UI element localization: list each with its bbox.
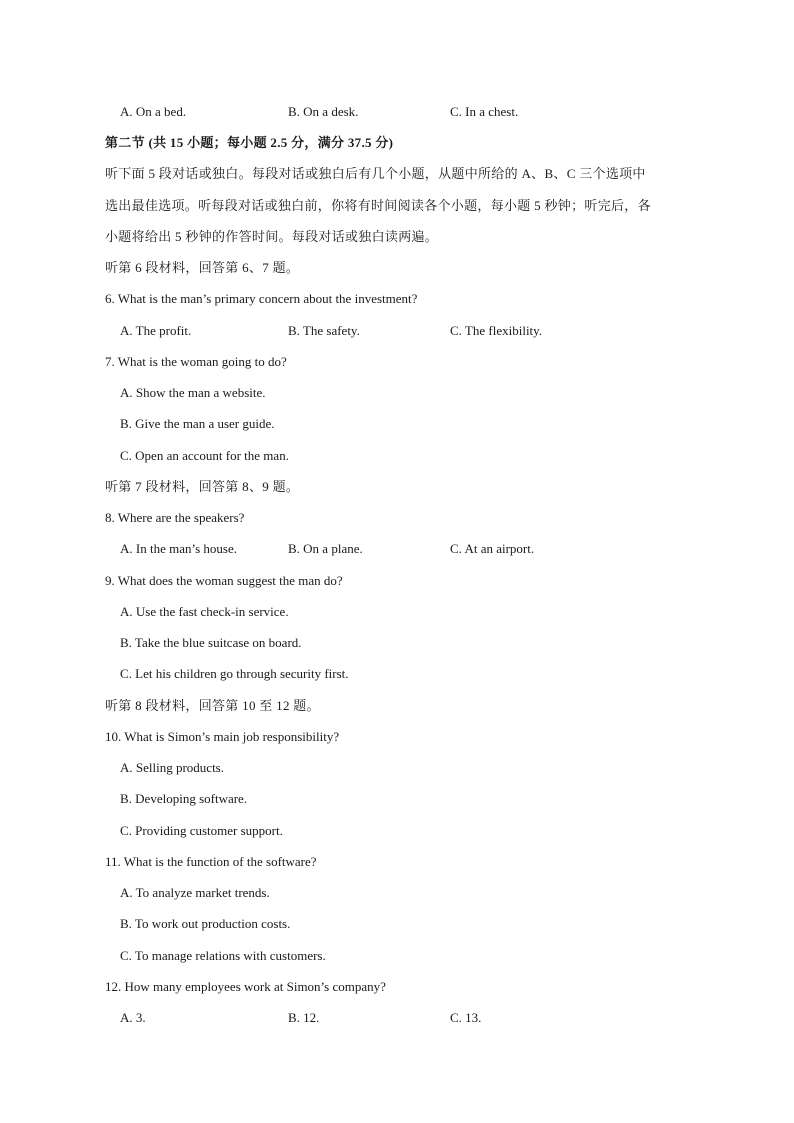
q10-stem: 10. What is Simon’s main job responsibility?	[105, 729, 340, 744]
passage8-header: 听第 8 段材料，回答第 10 至 12 题。	[105, 698, 320, 713]
q7-stem-row	[0, 352, 794, 372]
instructions-line-3	[0, 227, 794, 247]
instructions-text-2: 选出最佳选项。听每段对话或独白前，你将有时间阅读各个小题，每小题 5 秒钟；听完后，各	[105, 198, 651, 213]
q10-option-b: B. Developing software.	[120, 791, 248, 806]
q10-stem-row	[0, 727, 794, 747]
q5-option-b: B. On a desk.	[288, 104, 359, 119]
q6-stem: 6. What is the man’s primary concern about the investment?	[105, 291, 418, 306]
q10-option-a-row	[0, 758, 794, 778]
q9-option-b-row	[0, 633, 794, 653]
q12-stem: 12. How many employees work at Simon’s company?	[105, 979, 386, 994]
q9-stem: 9. What does the woman suggest the man do?	[105, 573, 343, 588]
q12-option-a: A. 3.	[120, 1010, 146, 1025]
q11-option-a-row	[0, 883, 794, 903]
q11-option-b: B. To work out production costs.	[120, 916, 291, 931]
q6-option-c: C. The flexibility.	[450, 323, 543, 338]
q10-option-c-row	[0, 821, 794, 841]
q7-option-c: C. Open an account for the man.	[120, 448, 289, 463]
q9-option-a: A. Use the fast check-in service.	[120, 604, 289, 619]
q9-option-c-row	[0, 664, 794, 684]
q12-stem-row	[0, 977, 794, 997]
q7-option-c-row	[0, 446, 794, 466]
q10-option-b-row	[0, 789, 794, 809]
q11-option-c: C. To manage relations with customers.	[120, 948, 326, 963]
q7-option-b: B. Give the man a user guide.	[120, 416, 275, 431]
q5-option-c: C. In a chest.	[450, 104, 519, 119]
q12-option-b: B. 12.	[288, 1010, 320, 1025]
q8-options-row	[0, 539, 794, 559]
passage7-header: 听第 7 段材料，回答第 8、9 题。	[105, 479, 300, 494]
q6-options-row	[0, 321, 794, 341]
q8-stem-row	[0, 508, 794, 528]
q11-stem-row	[0, 852, 794, 872]
section-title: 第二节 (共 15 小题；每小题 2.5 分，满分 37.5 分)	[105, 135, 394, 150]
q10-option-a: A. Selling products.	[120, 760, 224, 775]
instructions-text-1: 听下面 5 段对话或独白。每段对话或独白后有几个小题，从题中所给的 A、B、C 三个选项中	[105, 166, 646, 181]
passage8-header-row	[0, 696, 794, 716]
q12-options-row	[0, 1008, 794, 1028]
q6-stem-row	[0, 289, 794, 309]
q11-stem: 11. What is the function of the software?	[105, 854, 317, 869]
q5-option-a: A. On a bed.	[120, 104, 187, 119]
q5-options-row	[0, 102, 794, 122]
q7-option-a-row	[0, 383, 794, 403]
q8-option-b: B. On a plane.	[288, 541, 363, 556]
passage7-header-row	[0, 477, 794, 497]
q9-option-a-row	[0, 602, 794, 622]
q11-option-b-row	[0, 914, 794, 934]
q9-option-c: C. Let his children go through security first.	[120, 666, 349, 681]
q11-option-a: A. To analyze market trends.	[120, 885, 270, 900]
q6-option-b: B. The safety.	[288, 323, 360, 338]
q10-option-c: C. Providing customer support.	[120, 823, 283, 838]
section-title-row	[0, 133, 794, 153]
q8-stem: 8. Where are the speakers?	[105, 510, 245, 525]
q7-option-a: A. Show the man a website.	[120, 385, 266, 400]
q12-option-c: C. 13.	[450, 1010, 482, 1025]
passage6-header-row	[0, 258, 794, 278]
q9-stem-row	[0, 571, 794, 591]
q9-option-b: B. Take the blue suitcase on board.	[120, 635, 302, 650]
instructions-text-3: 小题将给出 5 秒钟的作答时间。每段对话或独白读两遍。	[105, 229, 439, 244]
passage6-header: 听第 6 段材料，回答第 6、7 题。	[105, 260, 300, 275]
q8-option-a: A. In the man’s house.	[120, 541, 237, 556]
q11-option-c-row	[0, 946, 794, 966]
q7-option-b-row	[0, 414, 794, 434]
q8-option-c: C. At an airport.	[450, 541, 535, 556]
instructions-line-1	[0, 164, 794, 184]
q6-option-a: A. The profit.	[120, 323, 192, 338]
instructions-line-2	[0, 196, 794, 216]
q7-stem: 7. What is the woman going to do?	[105, 354, 287, 369]
